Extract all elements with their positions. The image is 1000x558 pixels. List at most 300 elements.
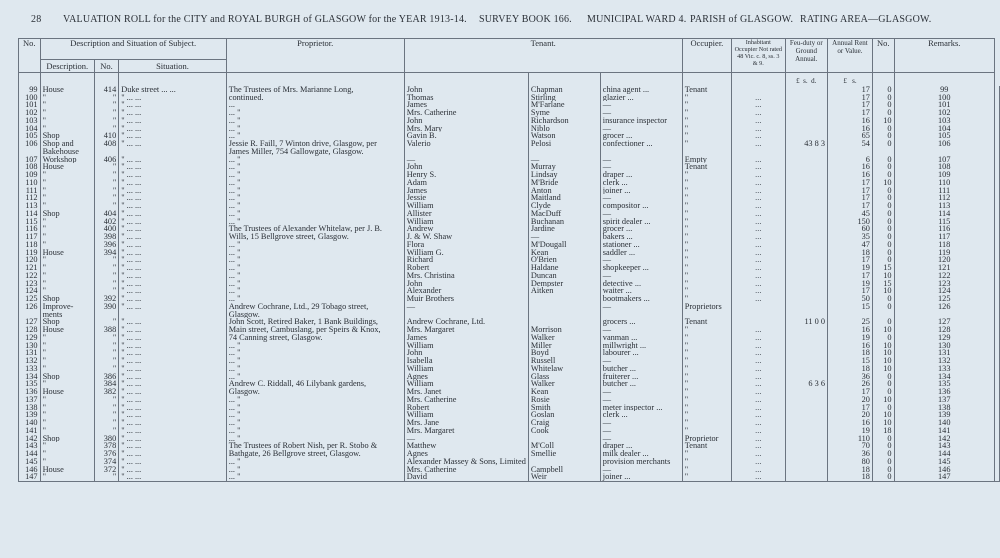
entry-number: 107 (19, 156, 41, 164)
tenant-forename: Robert (404, 404, 528, 412)
street-number: " (94, 256, 118, 264)
table-row (19, 86, 1000, 94)
situation (119, 148, 227, 156)
inhabitant-occupier: ... (732, 272, 786, 280)
tenant-occupation: butcher ... (600, 380, 682, 388)
occupier: " (682, 187, 731, 195)
occupier: " (682, 218, 731, 226)
tenant-forename: Richard (404, 256, 528, 264)
description: " (40, 94, 94, 102)
remarks (995, 241, 1000, 249)
tenant-occupation: compositor ... (600, 202, 682, 210)
annual-value-pounds: 16 (827, 171, 872, 179)
remarks (995, 380, 1000, 388)
inhabitant-occupier: ... (732, 466, 786, 474)
entry-number-right: 128 (894, 326, 994, 334)
tenant-surname: Watson (528, 132, 600, 140)
occupier: " (682, 210, 731, 218)
description: " (40, 419, 94, 427)
feu-duty (785, 218, 827, 226)
tenant-forename: Agnes (404, 373, 528, 381)
description: " (40, 218, 94, 226)
street-number: 374 (94, 458, 118, 466)
feu-duty (785, 427, 827, 435)
table-row (19, 163, 1000, 171)
occupier: " (682, 132, 731, 140)
tenant-forename: Muir Brothers (404, 295, 528, 303)
tenant-surname: Pelosi (528, 140, 600, 148)
entry-number: 144 (19, 450, 41, 458)
tenant-forename: Mrs. Margaret (404, 326, 528, 334)
tenant-surname: Whitelaw (528, 365, 600, 373)
occupier: " (682, 458, 731, 466)
tenant-occupation: — (600, 163, 682, 171)
col-number: No. (94, 60, 118, 73)
inhabitant-occupier: ... (732, 380, 786, 388)
tenant-forename: William (404, 380, 528, 388)
annual-value-pounds: 17 (827, 256, 872, 264)
inhabitant-occupier: ... (732, 287, 786, 295)
col-no-right: No. (872, 39, 894, 73)
table-row (19, 404, 1000, 412)
annual-value-shillings: 0 (872, 156, 894, 164)
situation: " ... ... (119, 280, 227, 288)
feu-duty (785, 357, 827, 365)
entry-number: 116 (19, 225, 41, 233)
street-number: " (94, 109, 118, 117)
table-row (19, 117, 1000, 125)
entry-number-right: 138 (894, 404, 994, 412)
entry-number: 146 (19, 466, 41, 474)
col-tenant: Tenant. (404, 39, 682, 73)
street-number: " (94, 396, 118, 404)
entry-number-right: 139 (894, 411, 994, 419)
money-units-row (19, 73, 1000, 86)
description: " (40, 225, 94, 233)
remarks (995, 287, 1000, 295)
entry-number-right: 109 (894, 171, 994, 179)
feu-duty (785, 311, 827, 319)
tenant-occupation: joiner ... (600, 473, 682, 481)
situation: " ... ... (119, 249, 227, 257)
annual-value-shillings: 10 (872, 117, 894, 125)
tenant-surname (528, 148, 600, 156)
tenant-forename: Mrs. Christina (404, 272, 528, 280)
annual-value-pounds: 65 (827, 132, 872, 140)
annual-value-shillings: 0 (872, 241, 894, 249)
occupier: " (682, 342, 731, 350)
feu-duty (785, 194, 827, 202)
tenant-surname: Russell (528, 357, 600, 365)
street-number: " (94, 473, 118, 481)
occupier: " (682, 202, 731, 210)
entry-number: 126 (19, 303, 41, 311)
feu-duty: 11 0 0 (785, 318, 827, 326)
annual-value-pounds: 15 (827, 357, 872, 365)
situation: " ... ... (119, 388, 227, 396)
entry-number-right: 127 (894, 318, 994, 326)
annual-value-pounds: 17 (827, 272, 872, 280)
tenant-forename: Alexander (404, 287, 528, 295)
tenant-surname: Goslan (528, 411, 600, 419)
situation: " ... ... (119, 342, 227, 350)
annual-value-shillings: 18 (872, 427, 894, 435)
tenant-surname (528, 295, 600, 303)
entry-number: 147 (19, 473, 41, 481)
annual-value-pounds: 17 (827, 187, 872, 195)
tenant-occupation: — (600, 256, 682, 264)
tenant-surname: Morrison (528, 326, 600, 334)
table-row (19, 210, 1000, 218)
municipal-ward: MUNICIPAL WARD 4. (587, 14, 687, 25)
table-row (19, 334, 1000, 342)
occupier: " (682, 225, 731, 233)
proprietor: ... " (226, 163, 404, 171)
description: Shop (40, 132, 94, 140)
remarks (995, 264, 1000, 272)
feu-duty (785, 450, 827, 458)
street-number: 408 (94, 140, 118, 148)
street-number: 398 (94, 233, 118, 241)
entry-number-right: 145 (894, 458, 994, 466)
tenant-occupation: saddler ... (600, 249, 682, 257)
tenant-occupation: detective ... (600, 280, 682, 288)
proprietor: ... " (226, 156, 404, 164)
proprietor: The Trustees of Mrs. Marianne Long, (226, 86, 404, 94)
entry-number: 142 (19, 435, 41, 443)
remarks (995, 303, 1000, 311)
description: Shop (40, 295, 94, 303)
annual-value-pounds: 18 (827, 466, 872, 474)
tenant-surname: Stirling (528, 94, 600, 102)
annual-value-shillings: 0 (872, 210, 894, 218)
tenant-occupation: — (600, 388, 682, 396)
annual-value-pounds: 6 (827, 156, 872, 164)
entry-number: 124 (19, 287, 41, 295)
entry-number-right: 104 (894, 125, 994, 133)
tenant-surname: — (528, 156, 600, 164)
situation: " ... ... (119, 140, 227, 148)
table-row (19, 342, 1000, 350)
annual-value-shillings: 10 (872, 396, 894, 404)
tenant-forename: Mrs. Catherine (404, 396, 528, 404)
occupier: " (682, 473, 731, 481)
tenant-surname: Niblo (528, 125, 600, 133)
street-number: " (94, 101, 118, 109)
tenant-occupation: — (600, 326, 682, 334)
inhabitant-occupier (732, 318, 786, 326)
feu-duty (785, 466, 827, 474)
inhabitant-occupier: ... (732, 458, 786, 466)
tenant-forename: Thomas (404, 94, 528, 102)
annual-value-pounds: 16 (827, 326, 872, 334)
proprietor: ... " (226, 458, 404, 466)
remarks (995, 210, 1000, 218)
inhabitant-occupier: ... (732, 442, 786, 450)
tenant-surname: Glass (528, 373, 600, 381)
proprietor: ... " (226, 249, 404, 257)
entry-number-right: 133 (894, 365, 994, 373)
situation: " ... ... (119, 202, 227, 210)
remarks (995, 396, 1000, 404)
occupier (682, 148, 731, 156)
inhabitant-occupier: ... (732, 388, 786, 396)
proprietor: continued. (226, 94, 404, 102)
tenant-forename: Andrew (404, 225, 528, 233)
annual-value-pounds: 17 (827, 202, 872, 210)
tenant-occupation: provision merchants (600, 458, 682, 466)
description: Bakehouse (40, 148, 94, 156)
tenant-forename: Agnes (404, 450, 528, 458)
remarks (995, 132, 1000, 140)
tenant-forename: Valerio (404, 140, 528, 148)
feu-duty (785, 349, 827, 357)
tenant-surname: M'Coll (528, 442, 600, 450)
occupier: " (682, 349, 731, 357)
tenant-forename: William (404, 218, 528, 226)
occupier: " (682, 396, 731, 404)
tenant-occupation: bootmakers ... (600, 295, 682, 303)
col-remarks: Remarks. (894, 39, 994, 73)
tenant-forename: John (404, 280, 528, 288)
feu-duty (785, 411, 827, 419)
annual-value-shillings: 0 (872, 435, 894, 443)
tenant-occupation: — (600, 357, 682, 365)
situation: " ... ... (119, 427, 227, 435)
annual-value-shillings: 0 (872, 140, 894, 148)
remarks (995, 233, 1000, 241)
page-number: 28 (31, 14, 42, 25)
annual-value-pounds (827, 148, 872, 156)
tenant-occupation: confectioner ... (600, 140, 682, 148)
remarks (995, 427, 1000, 435)
col-inhabitant-occupier: Inhabitant Occupier Not rated 48 Vic. c. 8, ss. 3 & 9. (732, 39, 786, 73)
proprietor: The Trustees of Alexander Whitelaw, per J. B. (226, 225, 404, 233)
occupier: " (682, 326, 731, 334)
occupier: " (682, 373, 731, 381)
annual-value-shillings: 10 (872, 179, 894, 187)
feu-duty (785, 365, 827, 373)
annual-value-pounds: 47 (827, 241, 872, 249)
entry-number: 112 (19, 194, 41, 202)
street-number: " (94, 179, 118, 187)
entry-number-right (894, 148, 994, 156)
annual-value-shillings: 0 (872, 109, 894, 117)
remarks (995, 458, 1000, 466)
tenant-surname: Dempster (528, 280, 600, 288)
inhabitant-occupier: ... (732, 349, 786, 357)
tenant-occupation: clerk ... (600, 179, 682, 187)
tenant-occupation: — (600, 427, 682, 435)
tenant-surname (528, 318, 600, 326)
annual-value-shillings: 0 (872, 256, 894, 264)
col-description-group: Description and Situation of Subject. (40, 39, 226, 60)
situation: " ... ... (119, 225, 227, 233)
tenant-forename: Robert (404, 264, 528, 272)
feu-duty (785, 148, 827, 156)
tenant-surname: Haldane (528, 264, 600, 272)
entry-number-right: 112 (894, 194, 994, 202)
description: " (40, 117, 94, 125)
tenant-forename: William (404, 365, 528, 373)
occupier: Tenant (682, 318, 731, 326)
occupier: Proprietor (682, 435, 731, 443)
entry-number: 104 (19, 125, 41, 133)
proprietor: ... " (226, 411, 404, 419)
table-row (19, 373, 1000, 381)
tenant-forename (404, 311, 528, 319)
feu-duty (785, 334, 827, 342)
tenant-forename: Allister (404, 210, 528, 218)
proprietor: ... " (226, 272, 404, 280)
entry-number: 120 (19, 256, 41, 264)
description: " (40, 473, 94, 481)
inhabitant-occupier: ... (732, 450, 786, 458)
street-number: 384 (94, 380, 118, 388)
table-row (19, 241, 1000, 249)
remarks (995, 388, 1000, 396)
description: " (40, 287, 94, 295)
table-row (19, 287, 1000, 295)
street-number: 378 (94, 442, 118, 450)
occupier: " (682, 109, 731, 117)
entry-number: 111 (19, 187, 41, 195)
feu-duty (785, 225, 827, 233)
street-number: " (94, 334, 118, 342)
feu-duty (785, 171, 827, 179)
proprietor: ... " (226, 109, 404, 117)
annual-value-shillings: 0 (872, 132, 894, 140)
entry-number: 102 (19, 109, 41, 117)
description: House (40, 86, 94, 94)
entry-number-right: 122 (894, 272, 994, 280)
street-number: 406 (94, 156, 118, 164)
proprietor: John Scott, Retired Baker, 1 Bank Buildings, (226, 318, 404, 326)
street-number: 392 (94, 295, 118, 303)
annual-value-shillings: 0 (872, 458, 894, 466)
entry-number-right: 131 (894, 349, 994, 357)
table-row (19, 427, 1000, 435)
annual-value-shillings: 0 (872, 171, 894, 179)
entry-number: 118 (19, 241, 41, 249)
proprietor: ... " (226, 373, 404, 381)
description: " (40, 187, 94, 195)
table-row (19, 396, 1000, 404)
tenant-forename: James (404, 334, 528, 342)
entry-number: 115 (19, 218, 41, 226)
annual-value-pounds: 26 (827, 380, 872, 388)
annual-value-shillings: 0 (872, 101, 894, 109)
remarks (995, 156, 1000, 164)
annual-value-pounds: 60 (827, 225, 872, 233)
tenant-surname: MacDuff (528, 210, 600, 218)
situation: " ... ... (119, 264, 227, 272)
feu-duty (785, 272, 827, 280)
tenant-occupation: vanman ... (600, 334, 682, 342)
street-number: " (94, 357, 118, 365)
situation: " ... ... (119, 303, 227, 311)
entry-number-right: 141 (894, 427, 994, 435)
survey-book: SURVEY BOOK 166. (479, 14, 572, 25)
annual-value-shillings: 0 (872, 194, 894, 202)
annual-value-pounds: 16 (827, 342, 872, 350)
tenant-occupation: draper ... (600, 171, 682, 179)
inhabitant-occupier: ... (732, 326, 786, 334)
description: House (40, 466, 94, 474)
entry-number: 140 (19, 419, 41, 427)
street-number: 386 (94, 373, 118, 381)
entry-number-right: 120 (894, 256, 994, 264)
feu-duty (785, 109, 827, 117)
occupier: " (682, 233, 731, 241)
tenant-surname: Anton (528, 187, 600, 195)
tenant-occupation: — (600, 210, 682, 218)
entry-number: 110 (19, 179, 41, 187)
tenant-forename: — (404, 435, 528, 443)
situation: " ... ... (119, 287, 227, 295)
remarks (995, 295, 1000, 303)
table-row (19, 264, 1000, 272)
entry-number: 130 (19, 342, 41, 350)
inhabitant-occupier: ... (732, 171, 786, 179)
street-number: 380 (94, 435, 118, 443)
remarks (995, 171, 1000, 179)
remarks (995, 117, 1000, 125)
description: House (40, 249, 94, 257)
feu-duty (785, 86, 827, 94)
tenant-forename: — (404, 156, 528, 164)
tenant-surname: Kean (528, 249, 600, 257)
entry-number: 131 (19, 349, 41, 357)
entry-number: 100 (19, 94, 41, 102)
inhabitant-occupier: ... (732, 210, 786, 218)
proprietor: Andrew Cochrane, Ltd., 29 Tobago street, (226, 303, 404, 311)
proprietor: ... " (226, 466, 404, 474)
tenant-surname: Smith (528, 404, 600, 412)
table-row (19, 388, 1000, 396)
occupier: " (682, 264, 731, 272)
proprietor: ... " (226, 419, 404, 427)
situation: " ... ... (119, 132, 227, 140)
tenant-occupation: grocers ... (600, 318, 682, 326)
remarks (995, 419, 1000, 427)
feu-duty (785, 342, 827, 350)
feu-duty (785, 125, 827, 133)
parish: PARISH of GLASGOW. (690, 14, 794, 25)
entry-number-right: 99 (894, 86, 994, 94)
entry-number: 105 (19, 132, 41, 140)
table-row (19, 187, 1000, 195)
annual-value-pounds: 17 (827, 109, 872, 117)
occupier: " (682, 466, 731, 474)
tenant-forename: John (404, 117, 528, 125)
feu-duty (785, 419, 827, 427)
occupier: " (682, 94, 731, 102)
feu-duty (785, 295, 827, 303)
proprietor: 74 Canning street, Glasgow. (226, 334, 404, 342)
remarks (995, 101, 1000, 109)
feu-unit-pence: d. (811, 77, 817, 85)
annual-value-shillings: 15 (872, 264, 894, 272)
tenant-surname: Weir (528, 473, 600, 481)
entry-number-right: 126 (894, 303, 994, 311)
entry-number-right (894, 311, 994, 319)
annual-value-pounds: 17 (827, 94, 872, 102)
annual-value-pounds: 18 (827, 365, 872, 373)
entry-number: 114 (19, 210, 41, 218)
entry-number-right: 137 (894, 396, 994, 404)
feu-duty (785, 249, 827, 257)
